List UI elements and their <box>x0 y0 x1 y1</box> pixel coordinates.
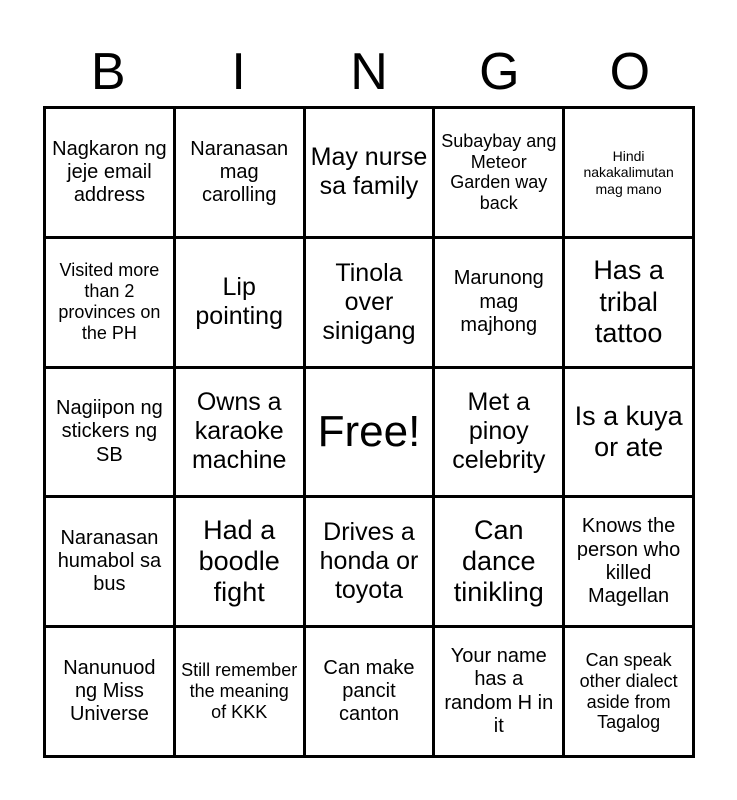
cell-text: Naranasan humabol sa bus <box>57 527 162 596</box>
bingo-board <box>43 106 695 758</box>
bingo-cell[interactable] <box>46 109 176 239</box>
cell-text: Marunong mag majhong <box>453 267 544 336</box>
cell-text: Had a boodle fight <box>198 514 280 608</box>
cell-text: Is a kuya or ate <box>574 400 683 462</box>
bingo-cell[interactable] <box>565 369 695 499</box>
cell-text: Drives a honda or toyota <box>319 518 419 605</box>
bingo-cell[interactable] <box>46 628 176 758</box>
header-letter-b: B <box>90 43 126 101</box>
bingo-cell[interactable] <box>565 498 695 628</box>
bingo-cell[interactable] <box>565 239 695 369</box>
bingo-cell[interactable] <box>176 109 306 239</box>
bingo-cell[interactable] <box>565 109 695 239</box>
cell-text: Can dance tinikling <box>453 514 544 608</box>
cell-text: May nurse sa family <box>310 143 428 201</box>
cell-text: Nanunuod ng Miss Universe <box>63 656 156 726</box>
cell-text: Visited more than 2 provinces on the PH <box>58 260 161 344</box>
header-letter-n: N <box>350 43 388 101</box>
cell-text: Knows the person who killed Magellan <box>576 515 681 607</box>
cell-text: Nagiipon ng stickers ng SB <box>56 397 163 466</box>
bingo-cell[interactable] <box>435 239 565 369</box>
bingo-cell[interactable] <box>306 628 436 758</box>
cell-text: Has a tribal tattoo <box>593 255 664 348</box>
free-cell[interactable] <box>306 369 436 499</box>
bingo-cell[interactable] <box>435 628 565 758</box>
header-letter-i: I <box>231 43 246 101</box>
free-text: Free! <box>317 407 421 457</box>
bingo-header <box>43 40 695 104</box>
cell-text: Tinola over sinigang <box>322 258 416 345</box>
cell-text: Nagkaron ng jeje email address <box>52 137 167 206</box>
bingo-cell[interactable] <box>176 628 306 758</box>
bingo-cell[interactable] <box>435 369 565 499</box>
header-letter-g: G <box>479 43 520 101</box>
cell-text: Can make pancit canton <box>323 656 415 726</box>
cell-text: Lip pointing <box>195 273 283 331</box>
bingo-cell[interactable] <box>46 239 176 369</box>
cell-text: Naranasan mag carolling <box>190 137 289 206</box>
bingo-cell[interactable] <box>306 498 436 628</box>
bingo-cell[interactable] <box>46 369 176 499</box>
bingo-cell[interactable] <box>435 498 565 628</box>
bingo-cell[interactable] <box>176 239 306 369</box>
bingo-cell[interactable] <box>46 498 176 628</box>
cell-text: Hindi nakakalimutan mag mano <box>583 148 674 197</box>
header-letter-o: O <box>609 43 651 101</box>
bingo-cell[interactable] <box>176 369 306 499</box>
cell-text: Met a pinoy celebrity <box>452 388 546 475</box>
cell-text: Owns a karaoke machine <box>191 388 287 475</box>
bingo-cell[interactable] <box>306 109 436 239</box>
bingo-cell[interactable] <box>306 239 436 369</box>
cell-text: Your name has a random H in it <box>444 645 554 737</box>
bingo-cell[interactable] <box>565 628 695 758</box>
cell-text: Still remember the meaning of KKK <box>181 660 298 723</box>
bingo-cell[interactable] <box>435 109 565 239</box>
bingo-cell[interactable] <box>176 498 306 628</box>
cell-text: Subaybay ang Meteor Garden way back <box>441 130 557 214</box>
cell-text: Can speak other dialect aside from Tagalog <box>579 649 678 733</box>
